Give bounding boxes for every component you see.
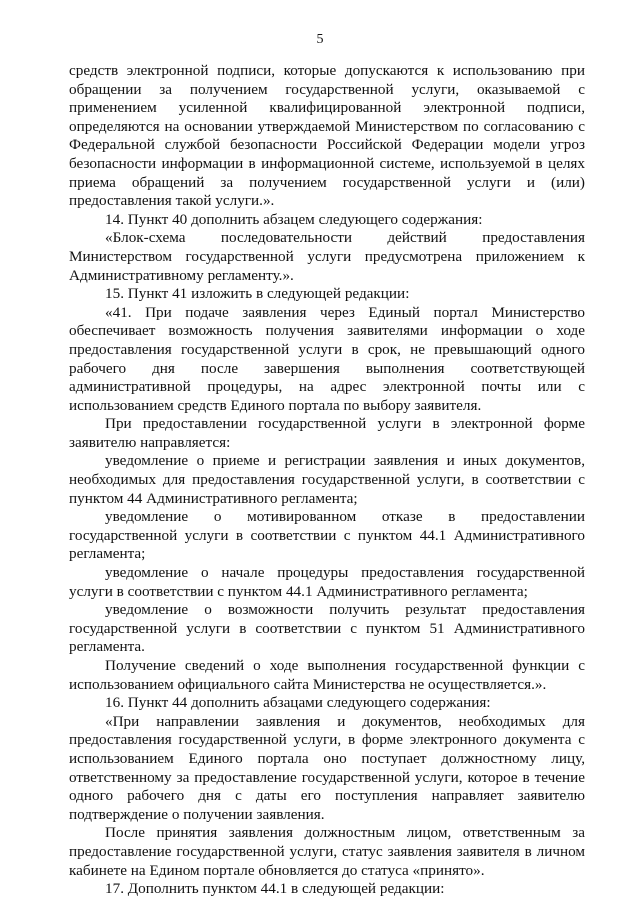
paragraph: После принятия заявления должностным лицом, ответственным за предоставление государственной услуги, статус заявления заявителя в личном кабинете на Едином портале обновляется до статуса «принято». <box>69 824 585 879</box>
paragraph: «41. При подаче заявления через Единый портал Министерство обеспечивает возможность получения заявителями информации о ходе предоставления государственной услуги в срок, не превышающий одного рабочего дня после завершения выполнения соответствующей административной процедуры, на адрес электронной почты или с использованием средств Единого портала по выбору заявителя. <box>69 303 585 414</box>
paragraph: «Блок-схема последовательности действий предоставления Министерством государственной услуги предусмотрена приложением к Административному регламенту.». <box>69 229 585 284</box>
paragraph: уведомление о приеме и регистрации заявления и иных документов, необходимых для предоставления государственной услуги, в соответствии с пунктом 44 Административного регламента; <box>69 452 585 507</box>
paragraph: «При направлении заявления и документов, необходимых для предоставления государственной услуги, в форме электронного документа с использованием Единого портала оно поступает должностному лицу, ответственному за предоставление государственной услуги, которое в течение одного рабочего дня с даты его поступления направляет заявителю подтверждение о получении заявления. <box>69 712 585 823</box>
paragraph: При предоставлении государственной услуги в электронной форме заявителю направляется: <box>69 415 585 451</box>
paragraph: Получение сведений о ходе выполнения государственной функции с использованием официального сайта Министерства не осуществляется.». <box>69 657 585 693</box>
page-number: 5 <box>316 32 324 47</box>
paragraph: уведомление о возможности получить результат предоставления государственной услуги в соответствии с пунктом 51 Административного регламента. <box>69 601 585 656</box>
paragraph: уведомление о начале процедуры предоставления государственной услуги в соответствии с пунктом 44.1 Административного регламента; <box>69 564 585 600</box>
paragraph: 15. Пункт 41 изложить в следующей редакции: <box>105 285 410 303</box>
paragraph: 14. Пункт 40 дополнить абзацем следующего содержания: <box>105 210 483 228</box>
paragraph: уведомление о мотивированном отказе в предоставлении государственной услуги в соответствии с пунктом 44.1 Административного регламента; <box>69 508 585 563</box>
paragraph: 17. Дополнить пунктом 44.1 в следующей редакции: <box>105 880 445 898</box>
paragraph: средств электронной подписи, которые допускаются к использованию при обращении за получением государственной услуги, оказываемой с применением усиленной квалифицированной электронной подписи, определяются на основании утверждаемой Министерством по согласованию с Федеральной службой безопасности Российской Федерации модели угроз безопасности информации в информационной системе, используемой в целях приема обращений за получением государственной услуги и (или) предоставления такой услуги.». <box>69 62 585 210</box>
paragraph: 16. Пункт 44 дополнить абзацами следующего содержания: <box>105 694 491 712</box>
document-body <box>69 62 585 899</box>
